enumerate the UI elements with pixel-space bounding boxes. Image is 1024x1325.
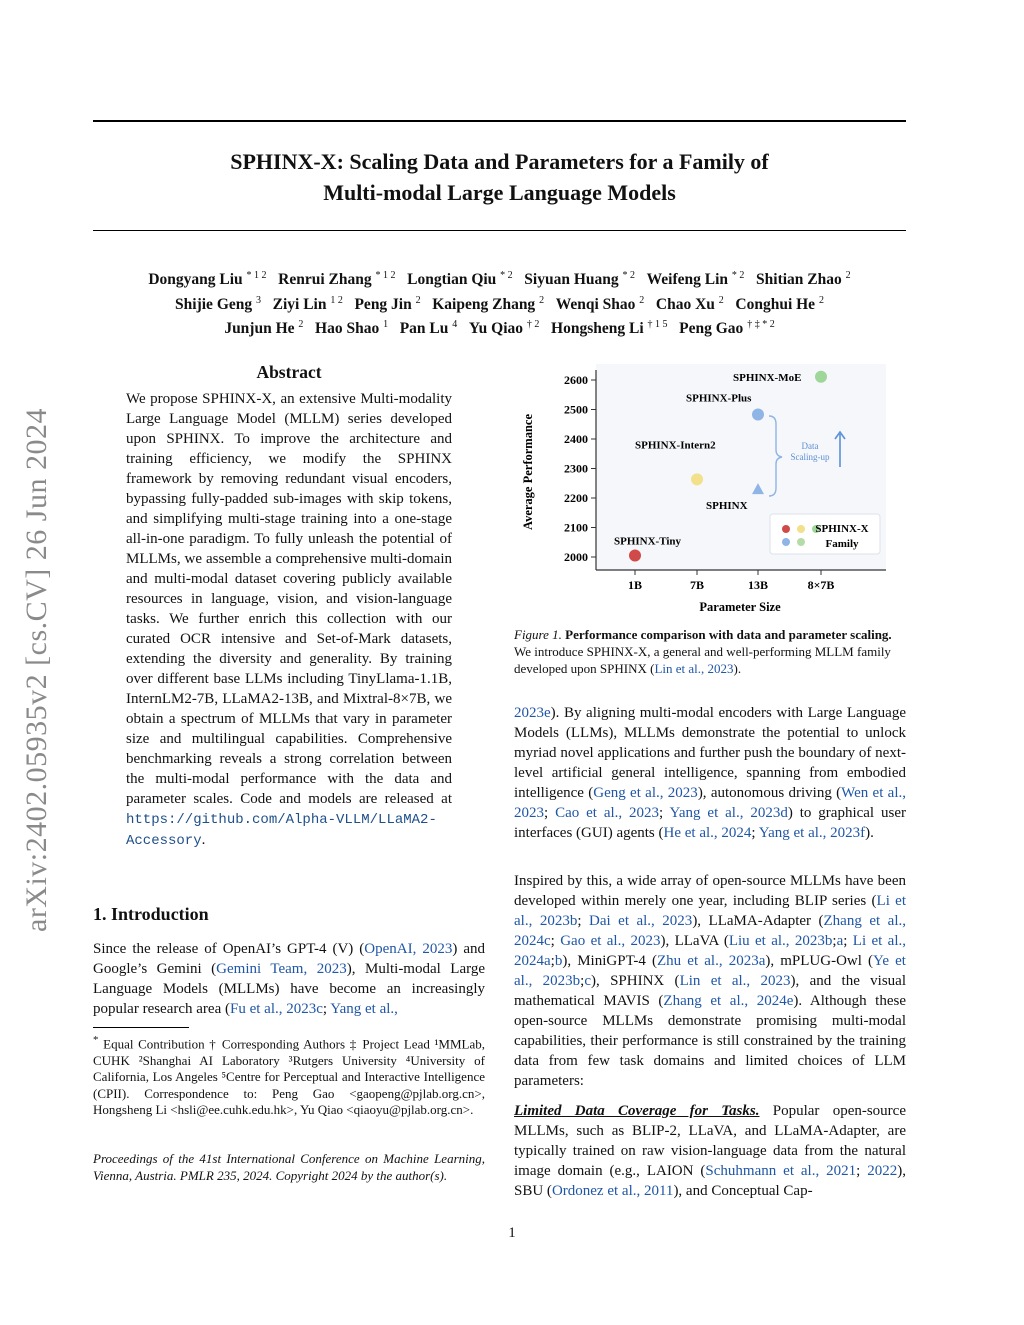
data-label-sphinx-tiny: SPHINX-Tiny: [614, 535, 682, 548]
code-link[interactable]: https://github.com/Alpha-VLLM/LLaMA2-Accessory: [126, 812, 437, 849]
author-affiliation: † ‡ * 2: [747, 319, 775, 331]
legend-dot: [782, 538, 790, 546]
citation-wen[interactable]: Wen et al., 2023: [514, 785, 906, 821]
y-tick-label: 2600: [564, 373, 588, 387]
citation-ye[interactable]: Ye et al., 2023b: [514, 953, 906, 989]
x-tick-label: 1B: [627, 578, 643, 592]
title-rule-bottom: [93, 230, 906, 231]
author-affiliation: 2: [539, 294, 545, 306]
annotation-data: Data: [801, 441, 819, 451]
body-text: Inspired by this, a wide array of open-source MLLMs have been developed within merely one year, including BLIP series (: [514, 873, 906, 909]
author-affiliation: 2: [718, 294, 724, 306]
legend-dot: [782, 525, 790, 533]
data-point-sphinx-plus: [752, 409, 764, 421]
body-text: ), SPHINX (: [591, 973, 680, 989]
author-name: Peng Jin $^2$: [354, 294, 421, 313]
body-text: ), and Conceptual Cap-: [673, 1183, 813, 1199]
data-label-sphinx-moe: SPHINX-MoE: [733, 371, 802, 384]
legend-title: SPHINX-X: [815, 523, 869, 535]
author-name: Wenqi Shao $^2$: [555, 294, 645, 313]
author-name: Conghui He $^2$: [735, 294, 824, 313]
citation-yang-d[interactable]: Yang et al., 2023d: [669, 805, 788, 821]
citation-gemini[interactable]: Gemini Team, 2023: [216, 961, 347, 977]
y-tick-label: 2100: [564, 520, 588, 535]
citation-geng[interactable]: Geng et al., 2023: [593, 785, 698, 801]
data-point-sphinx-tiny: [629, 550, 641, 562]
footnote-rule: [93, 1027, 189, 1028]
citation-dai[interactable]: Dai et al., 2023: [589, 913, 693, 929]
body-text: ), autonomous driving (: [697, 785, 842, 801]
citation-li-b[interactable]: Li et al., 2023b: [514, 893, 907, 929]
citation-zhang-c[interactable]: Zhang et al., 2024c: [514, 913, 906, 949]
intro-text: ) and Google’s Gemini (: [93, 941, 486, 977]
legend-dot: [797, 538, 805, 546]
citation-zhang-e[interactable]: Zhang et al., 2024e: [663, 993, 794, 1009]
arxiv-identifier: arXiv:2402.05935v2 [cs.CV] 26 Jun 2024: [20, 408, 53, 932]
intro-text: Since the release of OpenAI’s GPT-4 (V) (: [93, 941, 365, 957]
citation-schuhmann[interactable]: Schuhmann et al., 2021: [705, 1163, 857, 1179]
author-affiliation: † 1 5: [647, 319, 668, 331]
citation-yang-e[interactable]: 2023e: [514, 705, 551, 721]
abstract-body: We propose SPHINX-X, an extensive Multi-modality Large Language Model (MLLM) series developed upon SPHINX. To improve the architecture and training efficiency, we modify the SPHINX framework by removing redundant visual encoders, bypassing fully-padded sub-images with skip tokens, and simplifying multi-stage training into a one-stage all-in-one paradigm. To fully unleash the potential of MLLMs, we assemble a comprehensive multi-domain and multi-modal dataset covering publicly available resources in language, vision, and vision-language tasks. We further enrich this collection with our curated OCR intensive and Set-of-Mark datasets, extending the diversity and generality. By training over different base LLMs including TinyLlama-1.1B, InternLM2-7B, LLaMA2-13B, and Mixtral-8×7B, we obtain a spectrum of MLLMs that vary in parameter size and multilingual capabilities. Comprehensive benchmarking reveals a strong correlation between the multi-modal performance with the data and parameter scales. Code and models are released at https://github.com/Alpha-VLLM/LLaMA2-Accessory.: [126, 391, 452, 849]
citation-gao[interactable]: Gao et al., 2023: [560, 933, 661, 949]
author-affiliation: * 2: [622, 270, 636, 281]
author-affiliation: 2: [639, 294, 645, 306]
author-name: Junjun He $^2$: [224, 319, 304, 338]
author-name: Shijie Geng $^3$: [175, 294, 261, 313]
data-point-sphinx-intern2: [691, 473, 703, 485]
x-tick-label: 7B: [689, 578, 705, 592]
author-name: Weifeng Lin $^{* 2}$: [646, 270, 745, 289]
figure-1-caption: Figure 1. Performance comparison with data and parameter scaling. We introduce SPHINX-X, a general and well-performing MLLM family developed upon SPHINX (Lin et al., 2023).: [514, 627, 892, 676]
body-text: ), LLaMA-Adapter (: [692, 913, 824, 929]
body-text: ). By aligning multi-modal encoders with Large Language Models (LLMs), MLLMs demonstrate the potential to unlock myriad novel applications and further push the boundary of next-level artificial general intelligence, spanning from embodied intelligence (: [514, 705, 906, 801]
author-affiliation: 2: [415, 294, 421, 306]
data-label-sphinx: SPHINX: [706, 500, 748, 513]
y-tick-label: 2500: [564, 402, 588, 417]
x-tick-label: 13B: [747, 578, 769, 592]
citation-zhu[interactable]: Zhu et al., 2023a: [656, 953, 766, 969]
author-affiliation: * 2: [500, 270, 513, 281]
y-tick-label: 2000: [564, 550, 588, 564]
data-point-sphinx-moe: [815, 371, 827, 383]
citation-yang[interactable]: Yang et al.,: [330, 1001, 398, 1017]
author-name: Pan Lu $^4$: [399, 319, 458, 338]
author-name: Ziyi Lin $^{1 2}$: [272, 294, 343, 313]
author-affiliation: * 1 2: [375, 270, 396, 281]
author-name: Shitian Zhao $^2$: [756, 270, 851, 289]
author-name: Peng Gao $^{\dagger \ddagger * 2}$: [679, 319, 775, 338]
proceedings-text: Proceedings of the 41st International Conference on Machine Learning, Vienna, Austria. PMLR 235, 2024. Copyright 2024 by the author(s).: [93, 1151, 485, 1183]
title-line-1: SPHINX-X: Scaling Data and Parameters for a Family of: [230, 149, 769, 174]
author-affiliation: 1 2: [330, 294, 343, 306]
y-tick-label: 2400: [564, 432, 588, 446]
citation-liu-a[interactable]: a: [836, 933, 844, 949]
title-rule-top: [93, 120, 906, 122]
figure-1-chart: [514, 360, 906, 620]
section-heading-introduction: 1. Introduction: [93, 904, 209, 924]
citation-he[interactable]: He et al., 2024: [663, 825, 752, 841]
y-axis-label: Average Performance: [521, 413, 535, 531]
author-name: Renrui Zhang $^{* 1 2}$: [278, 270, 396, 289]
citation-fu[interactable]: Fu et al., 2023c: [230, 1001, 323, 1017]
citation-li-b2[interactable]: b: [554, 953, 563, 969]
citation-ye-c[interactable]: c: [584, 973, 591, 989]
author-list: [93, 266, 906, 340]
author-name: Longtian Qiu $^{* 2}$: [407, 270, 513, 289]
author-affiliation: * 2: [731, 270, 745, 281]
data-label-sphinx-plus: SPHINX-Plus: [686, 392, 752, 405]
legend-dot: [797, 525, 805, 533]
figure-label: Figure 1.: [514, 627, 562, 642]
author-name: Siyuan Huang $^{* 2}$: [524, 270, 636, 289]
body-text: ) to graphical user interfaces (GUI) agents (: [514, 805, 906, 841]
author-affiliation: 1: [383, 319, 389, 331]
author-affiliation: 2: [818, 294, 824, 306]
citation-li-2024[interactable]: Li et al., 2024a: [514, 933, 907, 969]
author-affiliation: * 1 2: [246, 270, 267, 281]
body-text: ). Although these open-source MLLMs demonstrate promising multi-modal capabilities, their performance is still constrained by the training data from few task domains and limited choices of LLM parameters:: [514, 993, 906, 1089]
intro-text: ), Multi-modal Large Language Models (MLLMs) have become an increasingly popular research area (: [93, 961, 486, 1017]
title-line-2: Multi-modal Large Language Models: [323, 180, 676, 205]
x-tick-label: 8×7B: [807, 578, 835, 592]
citation-openai[interactable]: OpenAI, 2023: [364, 941, 453, 957]
body-text: Popular open-source MLLMs, such as BLIP-2, LLaVA, and LLaMA-Adapter, are typically trained on raw vision-language data from the natural image domain (e.g., LAION (: [514, 1103, 906, 1179]
citation-yang-f[interactable]: Yang et al., 2023f: [758, 825, 866, 841]
right-paragraph-2: Inspired by this, a wide array of open-source MLLMs have been developed within merely one year, including BLIP series (Li et al., 2023b; Dai et al., 2023), LLaMA-Adapter (Zhang et al., 2024c; Gao et al., 2023), LLaVA (Liu et al., 2023b;a; Li et al., 2024a;b), MiniGPT-4 (Zhu et al., 2023a), mPLUG-Owl (Ye et al., 2023b;c), SPHINX (Lin et al., 2023), and the visual mathematical MAVIS (Zhang et al., 2024e). Although these open-source MLLMs demonstrate promising multi-modal capabilities, their performance is still constrained by the training data from few task domains and limited choices of LLM parameters:: [514, 873, 907, 1089]
citation-lin[interactable]: Lin et al., 2023: [654, 661, 734, 676]
page-number: 1: [508, 1225, 516, 1241]
citation-lin-2[interactable]: Lin et al., 2023: [679, 973, 791, 989]
paper-title: [93, 146, 906, 208]
paragraph-heading-limited-data: Limited Data Coverage for Tasks.: [514, 1103, 760, 1119]
author-name: Hongsheng Li $^{\dagger 1 5}$: [551, 319, 668, 338]
legend-subtitle: Family: [825, 538, 859, 550]
right-paragraph-3: Limited Data Coverage for Tasks. Popular open-source MLLMs, such as BLIP-2, LLaVA, and LLaMA-Adapter, are typically trained on raw vision-language data from the natural image domain (e.g., LAION (Schuhmann et al., 2021; 2022), SBU (Ordonez et al., 2011), and Conceptual Cap-: [514, 1103, 906, 1199]
annotation-scaling-up: Scaling-up: [790, 452, 830, 462]
citation-ordonez[interactable]: Ordonez et al., 2011: [551, 1183, 674, 1199]
footnote: * Equal Contribution † Corresponding Authors ‡ Project Lead ¹MMLab, CUHK ²Shanghai AI Laboratory ³Rutgers University ⁴University of California, Los Angeles ⁵Centre for Perceptual and Interactive Intelligence (CPII). Correspondence to: Peng Gao <gaopeng@pjlab.org.cn>, Hongsheng Li <hsli@ee.cuhk.edu.hk>, Yu Qiao <qiaoyu@pjlab.org.cn>.: [93, 1034, 486, 1118]
right-paragraph-1: 2023e). By aligning multi-modal encoders with Large Language Models (LLMs), MLLMs demonstrate the potential to unlock myriad novel applications and further push the boundary of next-level artificial general intelligence, spanning from embodied intelligence (Geng et al., 2023), autonomous driving (Wen et al., 2023; Cao et al., 2023; Yang et al., 2023d) to graphical user interfaces (GUI) agents (He et al., 2024; Yang et al., 2023f).: [514, 705, 906, 841]
abstract-heading: Abstract: [256, 362, 322, 382]
body-text: ), LLaVA (: [660, 933, 729, 949]
author-affiliation: 4: [452, 319, 458, 331]
author-name: Hao Shao $^1$: [315, 319, 389, 338]
abstract-text: We propose SPHINX-X, an extensive Multi-modality Large Language Model (MLLM) series developed upon SPHINX. To improve the architecture and training efficiency, we modify the SPHINX framework by removing redundant visual encoders, bypassing fully-padded sub-images with skip tokens, and simplifying multi-stage training into a one-stage all-in-one paradigm. To fully unleash the potential of MLLMs, we assemble a comprehensive multi-domain and multi-modal dataset covering publicly available resources in language, vision, and vision-language tasks. We further enrich this collection with our curated OCR intensive and Set-of-Mark datasets, extending the diversity and generality. By training over different base LLMs including TinyLlama-1.1B, InternLM2-7B, LLaMA2-13B, and Mixtral-8×7B, we obtain a spectrum of MLLMs that vary in parameter size and multilingual capabilities. Comprehensive benchmarking reveals a strong correlation between the multi-modal performance with the data and parameter scales. Code and models are released at: [126, 391, 452, 807]
author-affiliation: 2: [845, 270, 851, 281]
figure-caption-bold: Performance comparison with data and parameter scaling.: [565, 627, 892, 642]
author-name: Yu Qiao $^{\dagger 2}$: [468, 319, 540, 338]
proceedings-note: [93, 1151, 485, 1184]
data-label-sphinx-intern2: SPHINX-Intern2: [635, 439, 716, 452]
y-tick-label: 2200: [564, 491, 588, 505]
author-name: Kaipeng Zhang $^2$: [432, 294, 545, 313]
body-text: ), and the visual mathematical MAVIS (: [514, 973, 907, 1009]
figure-caption-text: We introduce SPHINX-X, a general and well-performing MLLM family developed upon SPHINX (: [514, 644, 891, 676]
body-text: ), SBU (: [514, 1163, 906, 1199]
author-affiliation: † 2: [526, 319, 540, 331]
author-name: Dongyang Liu $^{* 1 2}$: [148, 270, 267, 289]
author-affiliation: 3: [256, 294, 261, 306]
body-text: ), MiniGPT-4 (: [562, 953, 657, 969]
intro-paragraph: Since the release of OpenAI’s GPT-4 (V) (OpenAI, 2023) and Google’s Gemini (Gemini Team, 2023), Multi-modal Large Language Models (MLLMs) have become an increasingly popular research area (Fu et al., 2023c; Yang et al.,: [93, 941, 486, 1017]
body-text: ), mPLUG-Owl (: [765, 953, 874, 969]
citation-cao[interactable]: Cao et al., 2023: [555, 805, 660, 821]
x-axis-label: Parameter Size: [699, 600, 781, 614]
y-tick-label: 2300: [564, 461, 588, 476]
author-affiliation: 2: [298, 319, 304, 331]
author-name: Chao Xu $^2$: [655, 294, 724, 313]
footnote-text: Equal Contribution † Corresponding Authors ‡ Project Lead ¹MMLab, CUHK ²Shanghai AI Laboratory ³Rutgers University ⁴University of California, Los Angeles ⁵Centre for Perceptual and Interactive Intelligence (CPII). Correspondence to: Peng Gao <gaopeng@pjlab.org.cn>, Hongsheng Li <hsli@ee.cuhk.edu.hk>, Yu Qiao <qiaoyu@pjlab.org.cn>.: [93, 1036, 486, 1118]
citation-liu[interactable]: Liu et al., 2023b: [728, 933, 833, 949]
citation-2022[interactable]: 2022: [867, 1163, 898, 1179]
